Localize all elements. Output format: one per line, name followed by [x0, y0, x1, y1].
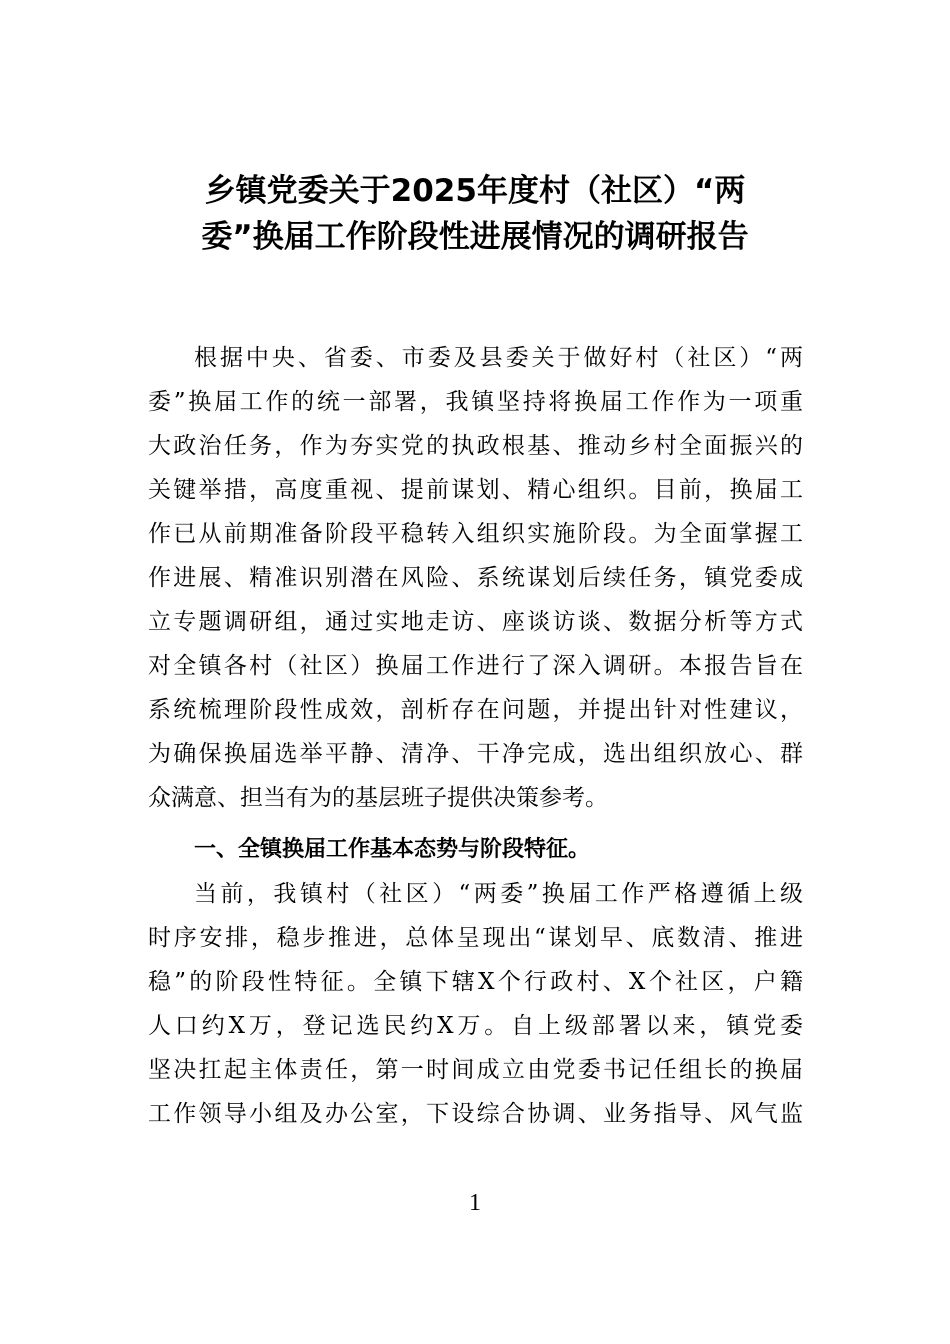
document-title-line-1: 乡镇党委关于2025年度村（社区）“两: [204, 173, 746, 209]
intro-line: 为确保换届选举平静、清净、干净完成，选出组织放心、群: [148, 741, 803, 767]
section-body-line: 时序安排，稳步推进，总体呈现出“谋划早、底数清、推进: [148, 925, 803, 951]
section-body-line: 稳”的阶段性特征。全镇下辖X个行政村、X个社区，户籍: [148, 969, 803, 995]
intro-line: 大政治任务，作为夯实党的执政根基、推动乡村全面振兴的: [148, 433, 803, 459]
intro-line: 系统梳理阶段性成效，剖析存在问题，并提出针对性建议，: [148, 697, 803, 723]
section-body-line: 坚决扛起主体责任，第一时间成立由党委书记任组长的换届: [148, 1057, 803, 1083]
intro-line: 立专题调研组，通过实地走访、座谈访谈、数据分析等方式: [148, 609, 803, 635]
intro-line: 众满意、担当有为的基层班子提供决策参考。: [148, 785, 608, 811]
section-body-line: 人口约X万，登记选民约X万。自上级部署以来，镇党委: [148, 1013, 803, 1039]
intro-line: 根据中央、省委、市委及县委关于做好村（社区）“两: [194, 345, 803, 371]
section-body-line: 当前，我镇村（社区）“两委”换届工作严格遵循上级: [194, 881, 803, 907]
section-heading: 一、全镇换届工作基本态势与阶段特征。: [194, 837, 591, 862]
page-number: 1: [469, 1190, 481, 1216]
intro-line: 委”换届工作的统一部署，我镇坚持将换届工作作为一项重: [148, 389, 803, 415]
section-body-line: 工作领导小组及办公室，下设综合协调、业务指导、风气监: [148, 1101, 803, 1127]
intro-line: 关键举措，高度重视、提前谋划、精心组织。目前，换届工: [148, 477, 803, 503]
intro-line: 作已从前期准备阶段平稳转入组织实施阶段。为全面掌握工: [148, 521, 803, 547]
document-title-line-2: 委”换届工作阶段性进展情况的调研报告: [201, 219, 749, 255]
intro-line: 对全镇各村（社区）换届工作进行了深入调研。本报告旨在: [148, 653, 803, 679]
intro-line: 作进展、精准识别潜在风险、系统谋划后续任务，镇党委成: [148, 565, 803, 591]
